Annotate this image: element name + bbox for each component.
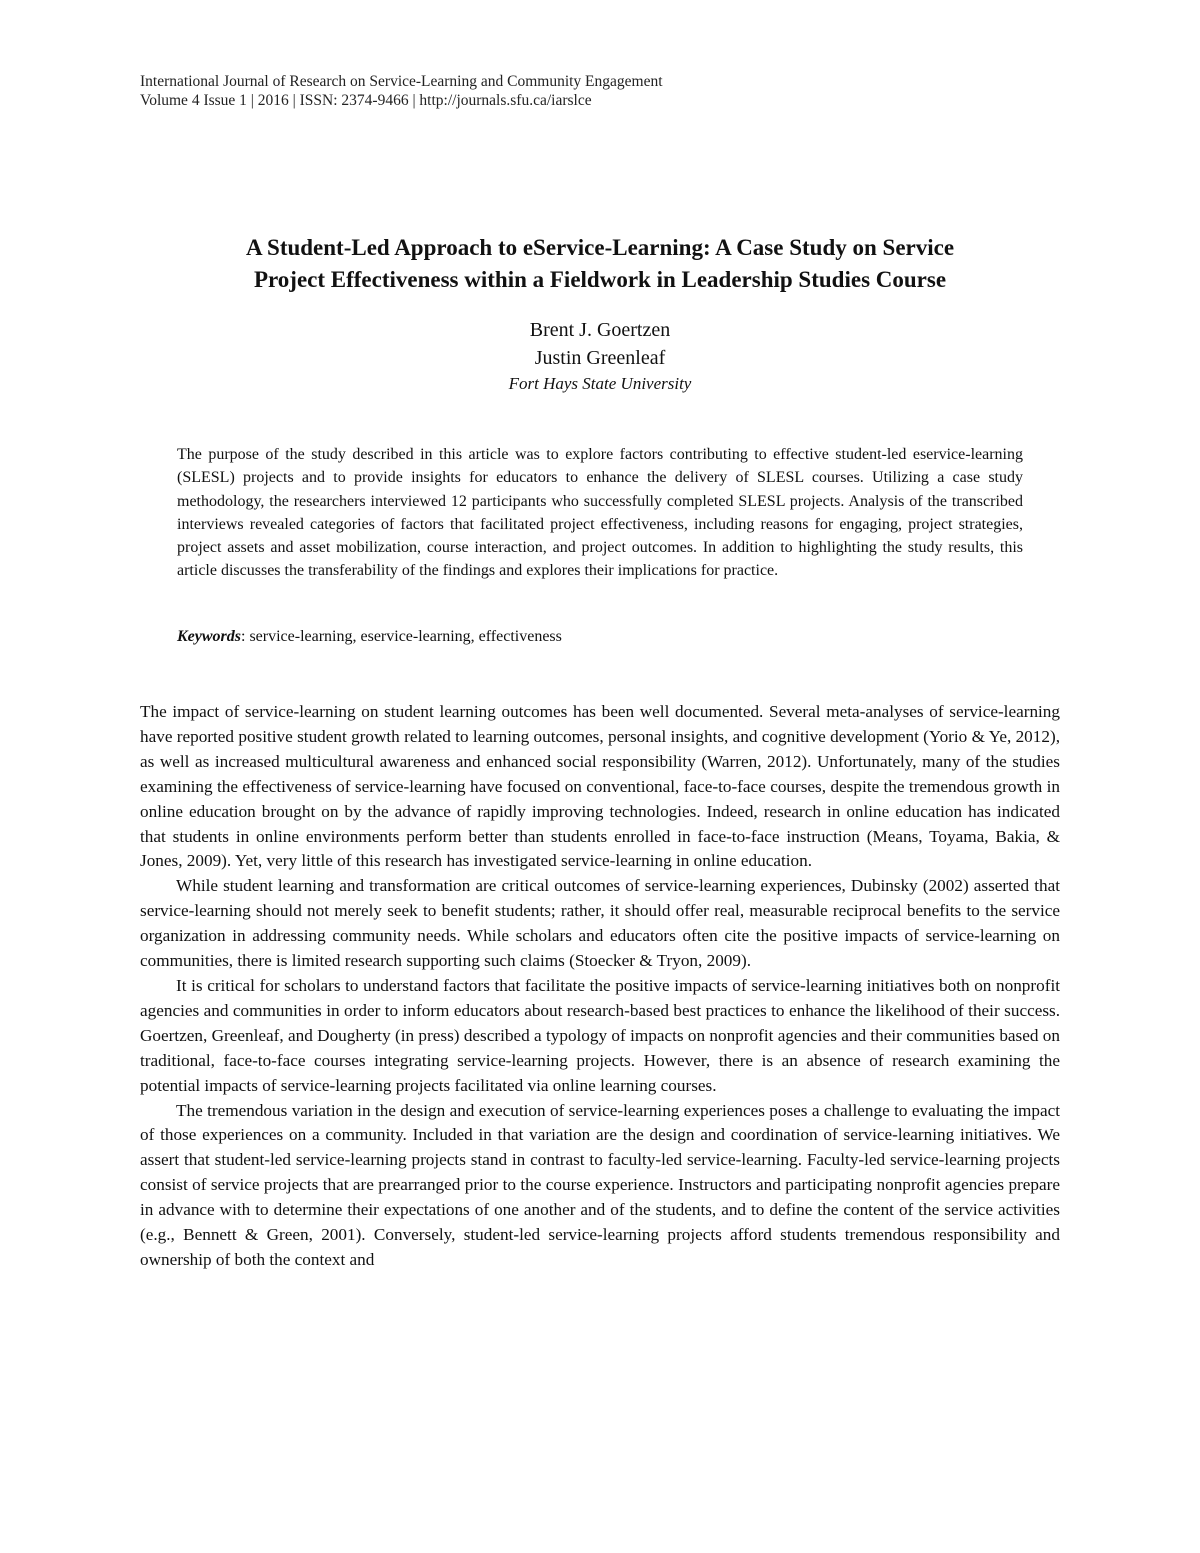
- article-title-line-1: A Student-Led Approach to eService-Learning: A Case Study on Service: [245, 235, 955, 260]
- author-name-2: Justin Greenleaf: [534, 347, 666, 369]
- author-affiliation: Fort Hays State University: [508, 374, 692, 393]
- article-body: [140, 700, 1060, 1273]
- keywords-label: Keywords: [177, 628, 241, 645]
- author-name-1: Brent J. Goertzen: [529, 319, 671, 341]
- body-paragraph-4: The tremendous variation in the design and execution of service-learning experiences poses a challenge to evaluating the impact of those experiences on a community. Included in that variation are the design and coordination of service-learning initiatives. We assert that student-led service-learning projects stand in contrast to faculty-led service-learning. Faculty-led service-learning projects consist of service projects that are prearranged prior to the course experience. Instructors and participating nonprofit agencies prepare in advance with to determine their expectations of one another and of the students, and to define the content of the service activities (e.g., Bennett & Green, 2001). Conversely, student-led service-learning projects afford students tremendous responsibility and ownership of both the context and: [140, 1100, 1060, 1269]
- body-paragraph-2: While student learning and transformation are critical outcomes of service-learning experiences, Dubinsky (2002) asserted that service-learning should not merely seek to benefit students; rather, it should offer real, measurable reciprocal benefits to the service organization in addressing community needs. While scholars and educators often cite the positive impacts of service-learning on communities, there is limited research supporting such claims (Stoecker & Tryon, 2009).: [140, 876, 1060, 971]
- journal-header: [140, 72, 663, 110]
- keywords-line: [177, 626, 1023, 648]
- keywords-values: : service-learning, eservice-learning, effectiveness: [241, 628, 562, 645]
- abstract-paragraph: The purpose of the study described in this article was to explore factors contributing to effective student-led eservice-learning (SLESL) projects and to provide insights for educators to enhance the delivery of SLESL courses. Utilizing a case study methodology, the researchers interviewed 12 participants who successfully completed SLESL projects. Analysis of the transcribed interviews revealed categories of factors that facilitated project effectiveness, including reasons for engaging, project strategies, project assets and asset mobilization, course interaction, and project outcomes. In addition to highlighting the study results, this article discusses the transferability of the findings and explores their implications for practice.: [177, 446, 1023, 580]
- body-paragraph-3: It is critical for scholars to understand factors that facilitate the positive impacts of service-learning initiatives both on nonprofit agencies and communities in order to inform educators about research-based best practices to enhance the likelihood of their success. Goertzen, Greenleaf, and Dougherty (in press) described a typology of impacts on nonprofit agencies and their communities based on traditional, face-to-face courses integrating service-learning projects. However, there is an absence of research examining the potential impacts of service-learning projects facilitated via online learning courses.: [140, 975, 1060, 1095]
- article-title: [130, 232, 1070, 296]
- body-paragraph-1: The impact of service-learning on student learning outcomes has been well documented. Several meta-analyses of service-learning have reported positive student growth related to learning outcomes, personal insights, and cognitive development (Yorio & Ye, 2012), as well as increased multicultural awareness and enhanced social responsibility (Warren, 2012). Unfortunately, many of the studies examining the effectiveness of service-learning have focused on conventional, face-to-face courses, despite the tremendous growth in online education brought on by the advance of rapidly improving technologies. Indeed, research in online education has indicated that students in online environments perform better than students enrolled in face-to-face instruction (Means, Toyama, Bakia, & Jones, 2009). Yet, very little of this research has investigated service-learning in online education.: [140, 702, 1060, 871]
- article-title-line-2: Project Effectiveness within a Fieldwork in Leadership Studies Course: [253, 267, 947, 292]
- author-block: [130, 316, 1070, 396]
- journal-volume-line: Volume 4 Issue 1 | 2016 | ISSN: 2374-9466 | http://journals.sfu.ca/iarslce: [140, 92, 592, 109]
- journal-name: International Journal of Research on Service-Learning and Community Engagement: [140, 73, 663, 90]
